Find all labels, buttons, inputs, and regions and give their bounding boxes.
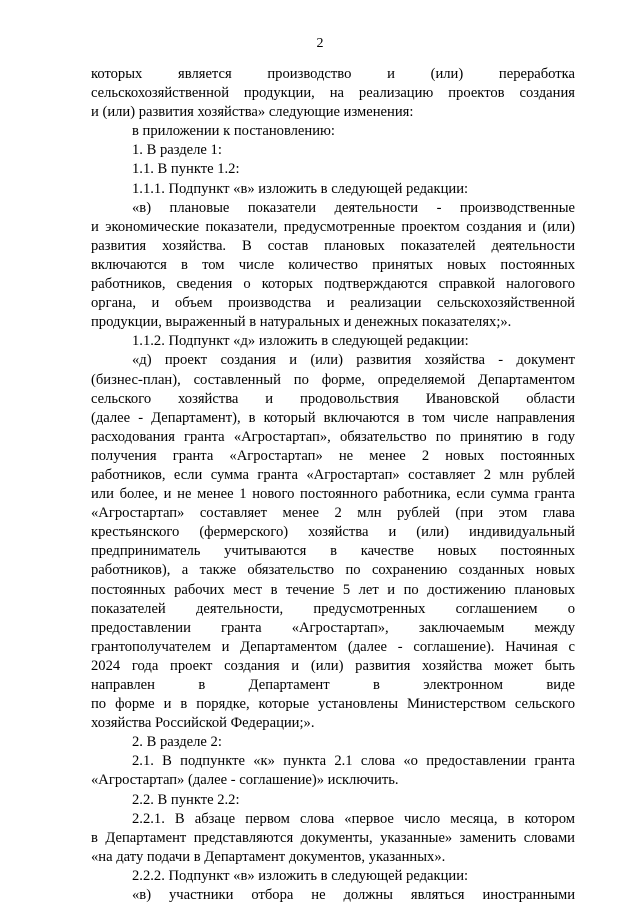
text-line: «Агростартап» (далее - соглашение)» исключить. [91,772,399,789]
text-line: предоставлении гранта «Агростартап», заключаемым между [91,619,575,636]
text-line: 1.1.1. Подпункт «в» изложить в следующей редакции: [132,180,469,197]
page-number: 2 [316,36,324,51]
text-line: «на дату подачи в Департамент документов, указанных». [91,848,446,865]
text-line: 2.2.2. Подпункт «в» изложить в следующей редакции: [132,867,469,884]
text-line: 2024 года проект создания и (или) развития хозяйства может быть [91,657,575,674]
text-line: работников, если сумма гранта «Агростартап» составляет 2 млн рублей [91,466,575,483]
text-line: (далее - Департамент), в который включаются в том числе направления [91,409,575,426]
text-line: по форме и в порядке, которые установлены Министерством сельского [91,696,575,713]
text-line: крестьянского (фермерского) хозяйства и (или) индивидуальный [91,524,575,541]
text-line: постоянных рабочих мест в течение 5 лет и по достижению плановых [91,581,575,598]
text-line: органа, и объем производства и реализации сельскохозяйственной [91,295,575,312]
text-line: 2.2.1. В абзаце первом слова «первое число месяца, в котором [132,810,575,827]
text-line: (бизнес-план), составленный по форме, определяемой Департаментом [91,371,575,388]
text-line: и (или) развития хозяйства» следующие изменения: [91,104,414,121]
text-line: 2. В разделе 2: [132,734,222,751]
text-line: которых является производство и (или) переработка [91,66,575,82]
text-line: развития хозяйства. В состав плановых показателей деятельности [91,237,575,254]
text-line: или более, и не менее 1 нового постоянного работника, если сумма гранта [91,486,575,503]
text-line: 1.1. В пункте 1.2: [132,161,240,178]
text-line: «в) плановые показатели деятельности - производственные [132,199,575,216]
text-line: «в) участники отбора не должны являться иностранными [132,887,575,904]
text-line: сельскохозяйственной продукции, на реализацию проектов создания [91,85,575,102]
text-line: 2.2. В пункте 2.2: [132,791,240,808]
text-line: в приложении к постановлению: [132,123,335,140]
text-line: 1.1.2. Подпункт «д» изложить в следующей редакции: [132,333,469,350]
text-line: в Департамент представляются документы, указанные» заменить словами [91,829,575,846]
text-line: и экономические показатели, предусмотренные проектом создания и (или) [91,218,575,235]
text-line: 2.1. В подпункте «к» пункта 2.1 слова «о предоставлении гранта [132,753,575,770]
text-line: направлен в Департамент в электронном виде [91,677,575,693]
text-line: работников, сведения о которых подтверждаются справкой налогового [91,276,575,293]
text-line: работников), а также обязательство по сохранению созданных новых [91,562,575,579]
text-line: 1. В разделе 1: [132,142,222,159]
text-line: получения гранта «Агростартап» не менее 2 новых постоянных [91,447,575,464]
text-line: «д) проект создания и (или) развития хозяйства - документ [132,352,575,369]
text-line: предприниматель учитываются в качестве новых постоянных [91,543,575,560]
text-line: продукции, выраженный в натуральных и денежных показателях;». [91,314,512,331]
text-line: включаются в том числе количество принятых новых постоянных [91,256,575,273]
text-line: «Агростартап» составляет менее 2 млн рублей (при этом глава [91,505,575,522]
text-line: хозяйства Российской Федерации;». [91,715,315,732]
document-body [91,65,575,905]
text-line: показателей деятельности, предусмотренных соглашением о [91,600,575,617]
text-line: сельского хозяйства и продовольствия Ивановской области [91,390,575,407]
text-line: расходования гранта «Агростартап», обязательство по принятию в году [91,428,575,445]
text-line: грантополучателем и Департаментом (далее - соглашение). Начиная с [91,638,575,655]
